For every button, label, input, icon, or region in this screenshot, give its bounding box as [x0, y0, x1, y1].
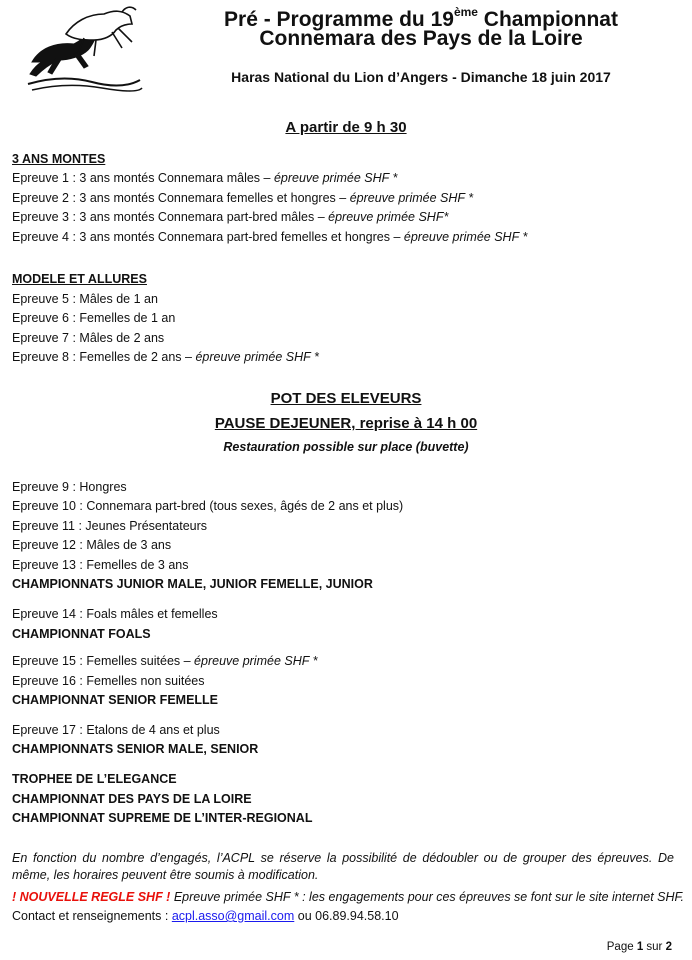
event-line: Epreuve 4 : 3 ans montés Connemara part-bred femelles et hongres – épreuve primée SHF * — [12, 230, 528, 244]
event-line: Epreuve 3 : 3 ans montés Connemara part-bred mâles – épreuve primée SHF* — [12, 210, 449, 224]
event-line: Epreuve 12 : Mâles de 3 ans — [12, 538, 172, 552]
championship-pays-de-la-loire: CHAMPIONNAT DES PAYS DE LA LOIRE — [12, 792, 252, 806]
event-line: Epreuve 2 : 3 ans montés Connemara femelles et hongres – épreuve primée SHF * — [12, 191, 474, 205]
championship-senior-male: CHAMPIONNATS SENIOR MALE, SENIOR — [12, 742, 259, 756]
section-heading-modele-allures: MODELE ET ALLURES — [12, 272, 147, 286]
championship-supreme: CHAMPIONNAT SUPREME DE L’INTER-REGIONAL — [12, 811, 313, 825]
page-number: Page 1 sur 2 — [606, 941, 672, 953]
pot-des-eleveurs: POT DES ELEVEURS — [270, 390, 422, 407]
event-line: Epreuve 16 : Femelles non suitées — [12, 674, 205, 688]
event-line: Epreuve 17 : Etalons de 4 ans et plus — [12, 723, 220, 737]
event-line: Epreuve 15 : Femelles suitées – épreuve primée SHF * — [12, 654, 318, 668]
event-line: Epreuve 10 : Connemara part-bred (tous sexes, âgés de 2 ans et plus) — [12, 499, 404, 513]
new-rule-label: ! NOUVELLE REGLE SHF ! — [12, 890, 171, 904]
event-line: Epreuve 14 : Foals mâles et femelles — [12, 607, 218, 621]
championship-senior-femelle: CHAMPIONNAT SENIOR FEMELLE — [12, 693, 219, 707]
event-line: Epreuve 5 : Mâles de 1 an — [12, 292, 158, 306]
lunch-break: PAUSE DEJEUNER, reprise à 14 h 00 — [214, 415, 478, 432]
event-line: Epreuve 6 : Femelles de 1 an — [12, 311, 176, 325]
event-line: Epreuve 13 : Femelles de 3 ans — [12, 558, 189, 572]
section-heading-3-ans-montes: 3 ANS MONTES — [12, 152, 106, 166]
food-note: Restauration possible sur place (buvette) — [223, 440, 469, 454]
event-line: Epreuve 11 : Jeunes Présentateurs — [12, 519, 208, 533]
event-line: Epreuve 9 : Hongres — [12, 480, 127, 494]
event-line: Epreuve 1 : 3 ans montés Connemara mâles – épreuve primée SHF * — [12, 171, 398, 185]
document-title: Pré - Programme du 19ème Championnat — [224, 5, 618, 31]
email-link[interactable]: acpl.asso@gmail.com — [171, 909, 295, 923]
morning-start-time: A partir de 9 h 30 — [285, 119, 407, 136]
horses-logo — [22, 4, 144, 94]
trophee-elegance: TROPHEE DE L’ELEGANCE — [12, 772, 177, 786]
event-line: Epreuve 8 : Femelles de 2 ans – épreuve primée SHF * — [12, 350, 319, 364]
new-rule-line: ! NOUVELLE REGLE SHF ! Epreuve primée SHF * : les engagements pour ces épreuves se font sur le site internet SHF. — [12, 890, 685, 904]
disclaimer-text: En fonction du nombre d’engagés, l’ACPL se réserve la possibilité de dédoubler ou de grouper des épreuves. De même, les horaires peuvent être soumis à modification. — [12, 851, 674, 882]
event-line: Epreuve 7 : Mâles de 2 ans — [12, 331, 165, 345]
championship-junior: CHAMPIONNATS JUNIOR MALE, JUNIOR FEMELLE, JUNIOR — [12, 577, 373, 591]
event-venue-date: Haras National du Lion d’Angers - Dimanche 18 juin 2017 — [231, 69, 611, 85]
championship-foals: CHAMPIONNAT FOALS — [12, 627, 151, 641]
contact-line: Contact et renseignements : acpl.asso@gmail.com ou 06.89.94.58.10 — [12, 909, 399, 923]
document-title-line2: Connemara des Pays de la Loire — [259, 27, 583, 50]
